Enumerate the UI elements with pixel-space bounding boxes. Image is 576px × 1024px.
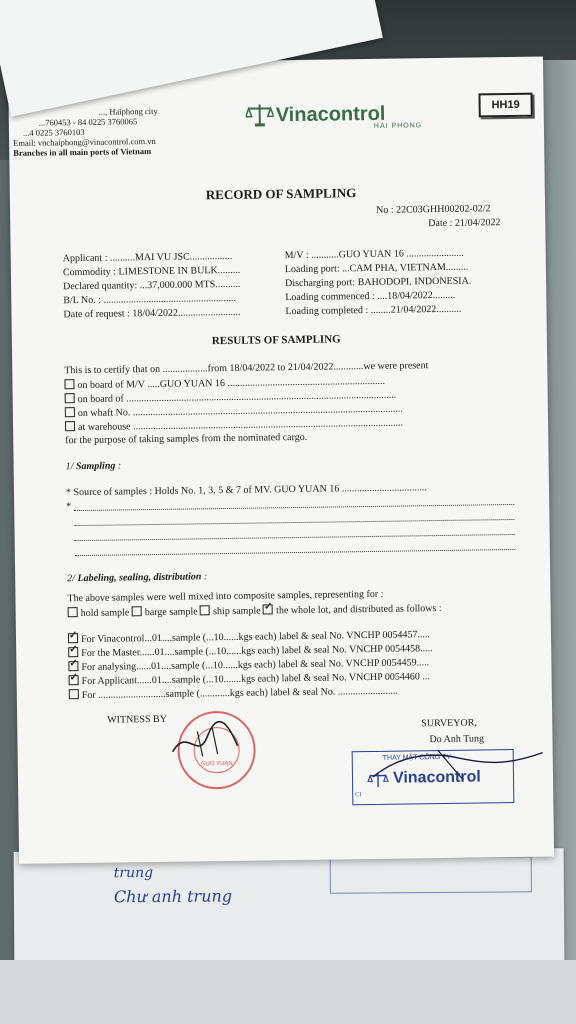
presence-row: on board of ............................................................................................................: [65, 389, 397, 407]
date-of-request-field: Date of request : 18/04/2022.........................: [63, 306, 241, 321]
loading-completed-field: Loading completed : ........21/04/2022..........: [285, 303, 462, 318]
bottom-sheet: [0, 960, 576, 1024]
presence-row: on whaft No. ............................................................................................................: [65, 403, 403, 421]
commodity-field: Commodity : LIMESTONE IN BULK.........: [62, 264, 241, 279]
company-stamp: THAY MẶT CÔNG TY Vinacontrol CI: [352, 749, 515, 805]
surveyor-title: SURVEYOR,: [421, 717, 477, 730]
declared-quantity-field: Declared quantity: ...37,000.000 MTS..........: [63, 278, 241, 293]
source-second-bullet: *: [66, 501, 72, 513]
sampling-record-sheet: [8, 57, 554, 864]
dotted-line: [75, 549, 515, 556]
certify-line: This is to certify that on ..................from 18/04/2022 to 21/04/2022............we were present: [64, 360, 429, 377]
checked-checkbox-icon: [263, 604, 273, 614]
checkbox-icon: [64, 379, 74, 389]
loading-port-field: Loading port: ...CAM PHA, VIETNAM.........: [284, 261, 469, 276]
email-line: Email: vnchaiphong@vinacontrol.com.vn: [13, 135, 156, 148]
page-title: RECORD OF SAMPLING: [205, 185, 357, 203]
vinacontrol-logo: [246, 100, 423, 133]
surveyor-name: Do Anh Tung: [429, 733, 485, 746]
section-sampling-heading: 1/ Sampling :: [65, 460, 122, 473]
dotted-line: [74, 504, 514, 511]
purpose-line: for the purpose of taking samples from the nominated cargo.: [65, 431, 308, 447]
results-title: RESULTS OF SAMPLING: [211, 333, 341, 348]
handwriting-line1: trung: [113, 864, 154, 882]
checked-checkbox-icon: [69, 675, 79, 685]
checked-checkbox-icon: [68, 661, 78, 671]
underlying-stamp: [330, 856, 532, 893]
vessel-field: M/V : ...........GUO YUAN 16 .......................: [284, 247, 464, 262]
handwriting-line2: Chư anh trung: [113, 886, 233, 907]
checked-checkbox-icon: [68, 647, 78, 657]
red-seal-stamp: GUO YUAN: [177, 711, 256, 790]
discharging-port-field: Discharging port: BAHODOPI, INDONESIA.: [285, 275, 472, 290]
branches-line: Branches in all main ports of Vietnam: [13, 146, 152, 158]
checkbox-icon: [132, 606, 142, 616]
checkbox-icon: [68, 607, 78, 617]
form-code: HH19: [478, 93, 532, 118]
applicant-field: Applicant : ..........MAI VU JSC.................: [62, 250, 233, 265]
distribution-row: ✓For Applicant......01....sample (...10.......kgs each) label & seal No. VNCHP 0054460 ...: [69, 670, 430, 688]
checkbox-icon: [65, 393, 75, 403]
distribution-row: ✓For Vinacontrol...01....sample (...10......kgs each) label & seal No. VNCHP 0054457.....: [68, 628, 430, 646]
distribution-row: ✓For the Master......01....sample (...10......kgs each) label & seal No. VNCHP 0054458.....: [68, 642, 432, 660]
dotted-line: [75, 534, 515, 541]
checked-checkbox-icon: [68, 633, 78, 643]
checkbox-icon: [65, 407, 75, 417]
presence-row: at warehouse ............................................................................................................: [65, 417, 403, 435]
record-number: No : 22C03GHH00202-02/2: [376, 203, 491, 216]
bl-number-field: B/L No. : .....................................................: [63, 292, 237, 307]
presence-row: on board of M/V .....GUO YUAN 16 ...............................................................: [64, 375, 385, 392]
logo-sub: HAI PHONG: [373, 122, 423, 130]
witness-signature: [167, 716, 248, 767]
section-labeling-heading: 2/ Labeling, sealing, distribution :: [67, 571, 208, 585]
address-line3: ...4 0225 3760103: [22, 126, 85, 138]
surveyor-signature: [368, 745, 549, 788]
underlying-sheet: [14, 848, 565, 967]
checkbox-icon: [65, 421, 75, 431]
distribution-row: ✓For analysing......01....sample (...10......kgs each) label & seal No. VNCHP 0054459.....: [68, 656, 429, 674]
dotted-line: [74, 519, 514, 526]
checkbox-icon: [200, 605, 210, 615]
checkbox-icon: [69, 689, 79, 699]
scale-icon: [246, 100, 274, 128]
address-line1: ..., Haiphong city: [98, 105, 158, 117]
representation-options: hold sample barge sample ship sample ✓ the whole lot, and distributed as follows :: [68, 602, 442, 620]
logo-name: Vinacontrol: [275, 102, 386, 127]
witness-label: WITNESS BY: [107, 713, 167, 726]
loading-commenced-field: Loading commenced : ....18/04/2022.........: [285, 289, 456, 304]
mixed-line: The above samples were well mixed into composite samples, representing for :: [67, 588, 384, 605]
source-of-samples: * Source of samples : Holds No. 1, 3, 5 & 7 of MV. GUO YUAN 16 ..................................: [65, 482, 427, 499]
address-line2: ...760453 - 84 0225 3760065: [38, 116, 138, 128]
record-date: Date : 21/04/2022: [428, 217, 501, 230]
distribution-row: For ...........................sample (............kgs each) label & seal No. ........................: [69, 685, 398, 703]
